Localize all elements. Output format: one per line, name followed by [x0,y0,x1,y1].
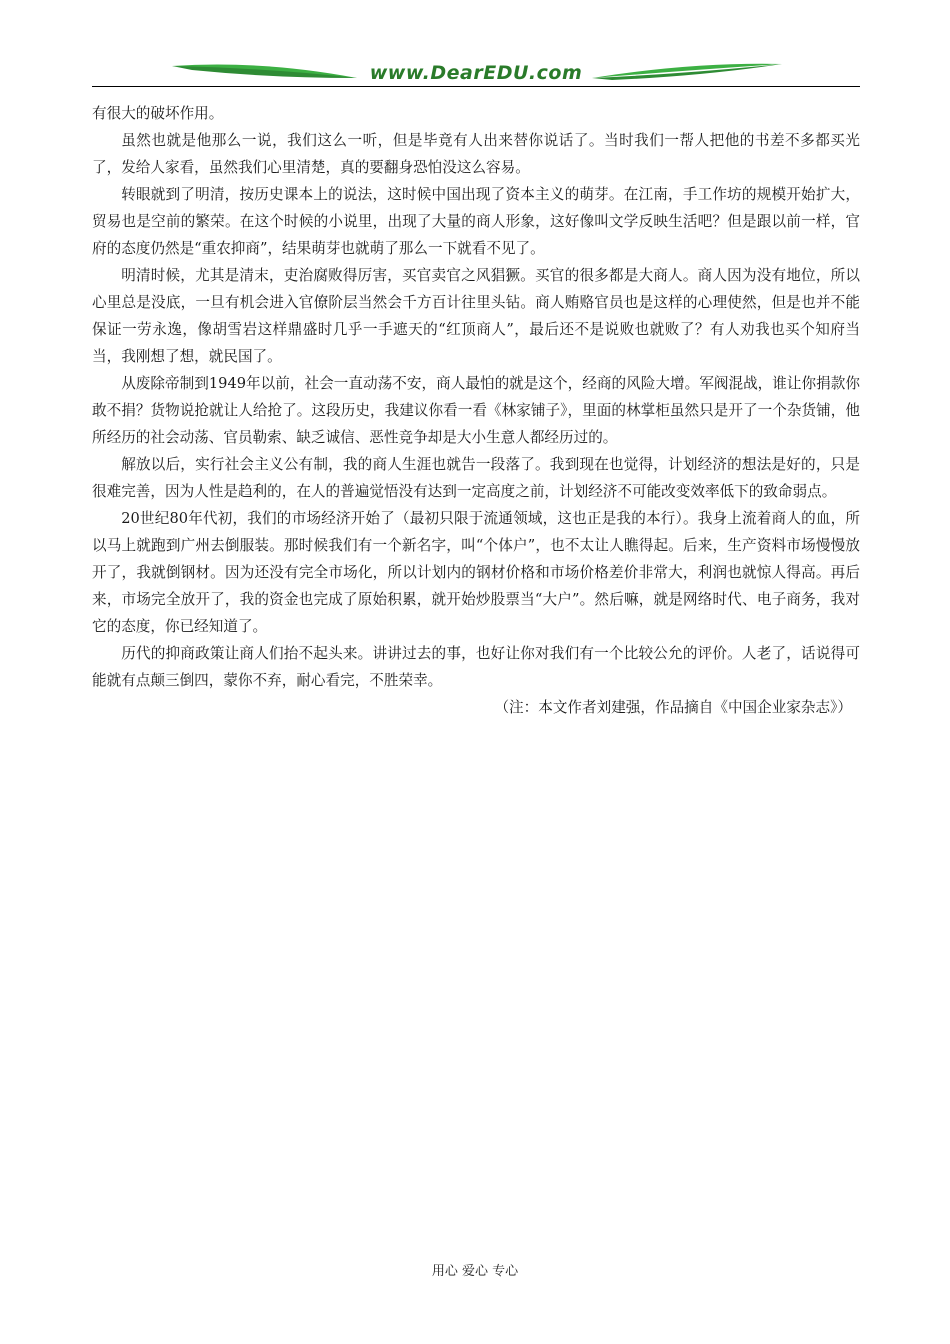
paragraph: 明清时候，尤其是清末，吏治腐败得厉害，买官卖官之风猖獗。买官的很多都是大商人。商人因为没有地位，所以心里总是没底，一旦有机会进入官僚阶层当然会千方百计往里头钻。商人贿赂官员也是这样的心理使然，但是也并不能保证一劳永逸，像胡雪岩这样鼎盛时几乎一手遮天的“红顶商人”，最后还不是说败也就败了？有人劝我也买个知府当当，我刚想了想，就民国了。 [92,267,860,365]
paragraph: 解放以后，实行社会主义公有制，我的商人生涯也就告一段落了。我到现在也觉得，计划经济的想法是好的，只是很难完善，因为人性是趋利的，在人的普遍觉悟没有达到一定高度之前，计划经济不可能改变效率低下的致命弱点。 [92,456,860,500]
paragraph: 从废除帝制到1949年以前，社会一直动荡不安，商人最怕的就是这个，经商的风险大增。军阀混战，谁让你捐款你敢不捐？货物说抢就让人给抢了。这段历史，我建议你看一看《林家铺子》，里面的林掌柜虽然只是开了一个杂货铺，他所经历的社会动荡、官员勒索、缺乏诚信、恶性竞争却是大小生意人都经历过的。 [92,375,860,446]
site-logo-text: www.DearEDU.com [369,62,583,84]
header-divider [92,86,860,87]
page-footer: 用心 爱心 专心 [431,1264,519,1279]
author-note: （注：本文作者刘建强，作品摘自《中国企业家杂志》） [494,699,852,716]
paragraph: 虽然也就是他那么一说，我们这么一听，但是毕竟有人出来替你说话了。当时我们一帮人把他的书差不多都买光了，发给人家看，虽然我们心里清楚，真的要翻身恐怕没这么容易。 [92,132,860,176]
article-body [92,100,860,721]
paragraph: 历代的抑商政策让商人们抬不起头来。讲讲过去的事，也好让你对我们有一个比较公允的评价。人老了，话说得可能就有点颠三倒四，蒙你不弃，耐心看完，不胜荣幸。 [92,645,860,689]
paragraph: 有很大的破坏作用。 [92,105,224,122]
paragraph: 20世纪80年代初，我们的市场经济开始了（最初只限于流通领域，这也正是我的本行）。我身上流着商人的血，所以马上就跑到广州去倒服装。那时候我们有一个新名字，叫“个体户”，也不太让人瞧得起。后来，生产资料市场慢慢放开了，我就倒钢材。因为还没有完全市场化，所以计划内的钢材价格和市场价格差价非常大，利润也就惊人得高。再后来，市场完全放开了，我的资金也完成了原始积累，就开始炒股票当“大户”。然后嘛，就是网络时代、电子商务，我对它的态度，你已经知道了。 [92,510,860,635]
paragraph: 转眼就到了明清，按历史课本上的说法，这时候中国出现了资本主义的萌芽。在江南，手工作坊的规模开始扩大，贸易也是空前的繁荣。在这个时候的小说里，出现了大量的商人形象，这好像叫文学反映生活吧？但是跟以前一样，官府的态度仍然是“重农抑商”，结果萌芽也就萌了那么一下就看不见了。 [92,186,860,257]
page-header [92,56,860,90]
